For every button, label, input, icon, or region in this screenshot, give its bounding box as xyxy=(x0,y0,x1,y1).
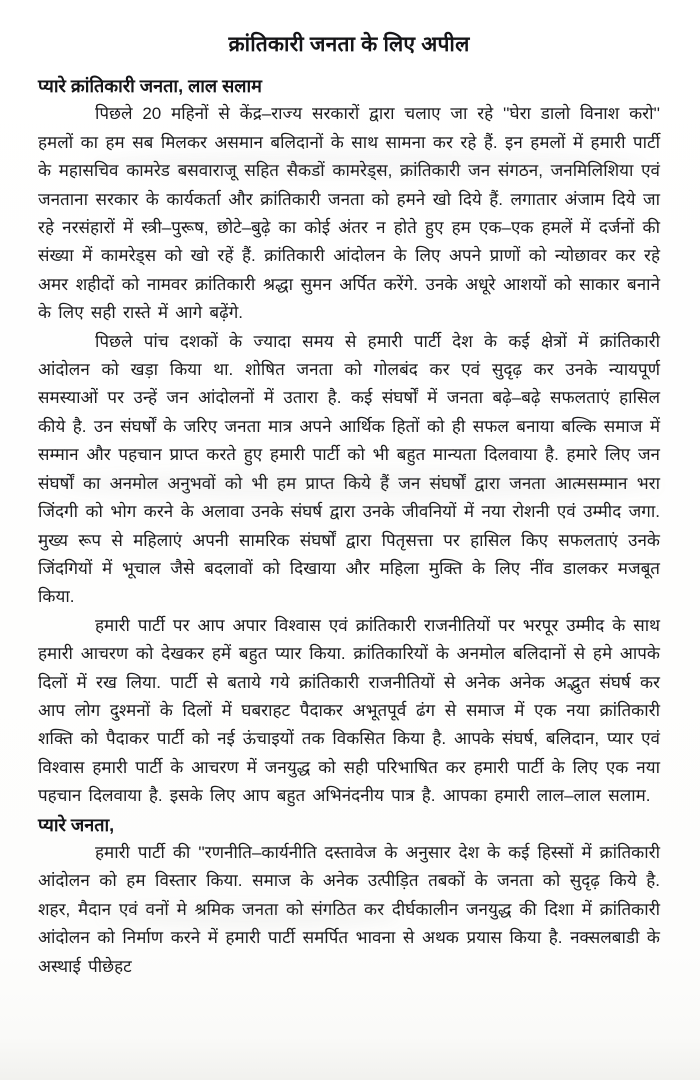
paragraph-strategy-document: हमारी पार्टी की ''रणनीति–कार्यनीति दस्तावेज के अनुसार देश के कई हिस्सों में क्रांतिकारी आंदोलन को हम विस्तार किया. समाज के अनेक उत्पीड़ित तबकों के जनता को सुदृढ़ किये है. शहर, मैदान एवं वनों मे श्रमिक जनता को संगठित कर दीर्घकालीन जनयुद्ध की दिशा में क्रांतिकारी आंदोलन को निर्माण करने में हमारी पार्टी समर्पित भावना से अथक प्रयास किया है. नक्सलबाडी के अस्थाई पीछेहट xyxy=(38,842,660,976)
salutation-dear-people: प्यारे जनता, xyxy=(38,814,115,835)
paragraph-attacks-and-losses: पिछले 20 महिनों से केंद्र–राज्य सरकारों द्वारा चलाए जा रहे ''घेरा डालो विनाश करो'' हमलों का हम सब मिलकर असमान बलिदानों के साथ सामना कर रहे हैं. इन हमलों में हमारी पार्टी के महासचिव कामरेड बसवाराजू सहित सैकडों कामरेड्स, क्रांतिकारी जन संगठन, जनमिलिशिया एवं जनताना सरकार के कार्यकर्ता और क्रांतिकारी जनता को हमने खो दिये हैं. लगातार अंजाम दिये जा रहे नरसंहारों में स्त्री–पुरूष, छोटे–बुढ़े का कोई अंतर न होते हुए हम एक–एक हमलें में दर्जनों की संख्या में कामरेड्स को खो रहें हैं. क्रांतिकारी आंदोलन के लिए अपने प्राणों को न्योछावर कर रहे अमर शहीदों को नामवर क्रांतिकारी श्रद्धा सुमन अर्पित करेंगे. उनके अधूरे आशयों को साकार बनाने के लिए सही रास्ते में आगे बढ़ेंगे. xyxy=(38,104,660,323)
paragraph-five-decades-movement: पिछले पांच दशकों के ज्यादा समय से हमारी पार्टी देश के कई क्षेत्रों में क्रांतिकारी आंदोलन को खड़ा किया था. शोषित जनता को गोलबंद कर एवं सुदृढ़ कर उनके न्यायपूर्ण समस्याओं पर उन्हें जन आंदोलनों में उतारा है. कई संघर्षों में जनता बढ़े–बढ़े सफलताएं हासिल कीये है. उन संघर्षों के जरिए जनता मात्र अपने आर्थिक हितों को ही सफल बनाया बल्कि समाज में सम्मान और पहचान प्राप्त करते हुए हमारी पार्टी को भी बहुत मान्यता दिलवाया है. हमारे लिए जन संघर्षों का अनमोल अनुभवों को भी हम प्राप्त किये हैं जन संघर्षों द्वारा जनता आत्मसम्मान भरा जिंदगी को भोग करने के अलावा उनके संघर्ष द्वारा उनके जीवनियों में नया रोशनी एवं उम्मीद जगा. मुख्य रूप से महिलाएं अपनी सामरिक संघर्षों द्वारा पितृसत्ता पर हासिल किए सफलताएं उनके जिंदगियों में भूचाल जैसे बदलावों को दिखाया और महिला मुक्ति के लिए नींव डालकर मजबूत किया. xyxy=(38,331,660,607)
document-title: क्रांतिकारी जनता के लिए अपील xyxy=(228,33,470,56)
salutation-revolutionary-people: प्यारे क्रांतिकारी जनता, लाल सलाम xyxy=(38,76,262,96)
paragraph-party-trust-and-salute: हमारी पार्टी पर आप अपार विश्वास एवं क्रांतिकारी राजनीतियों पर भरपूर उम्मीद के साथ हमारी आचरण को देखकर हमें बहुत प्यार किया. क्रांतिकारियों के अनमोल बलिदानों से हमे आपके दिलों में रख लिया. पार्टी से बताये गये क्रांतिकारी राजनीतियों से अनेक अनेक अद्भुत संघर्ष कर आप लोग दुश्मनों के दिलों में घबराहट पैदाकर अभूतपूर्व ढंग से समाज में एक नया क्रांतिकारी शक्ति को पैदाकर पार्टी को नई ऊंचाइयों तक विकसित किया है. आपके संघर्ष, बलिदान, प्यार एवं विश्वास हमारी पार्टी के आचरण में जनयुद्ध को सही परिभाषित कर हमारी पार्टी के लिए एक नया पहचान दिलवाया है. इसके लिए आप बहुत अभिनंदनीय पात्र है. आपका हमारी लाल–लाल सलाम. xyxy=(38,615,660,806)
